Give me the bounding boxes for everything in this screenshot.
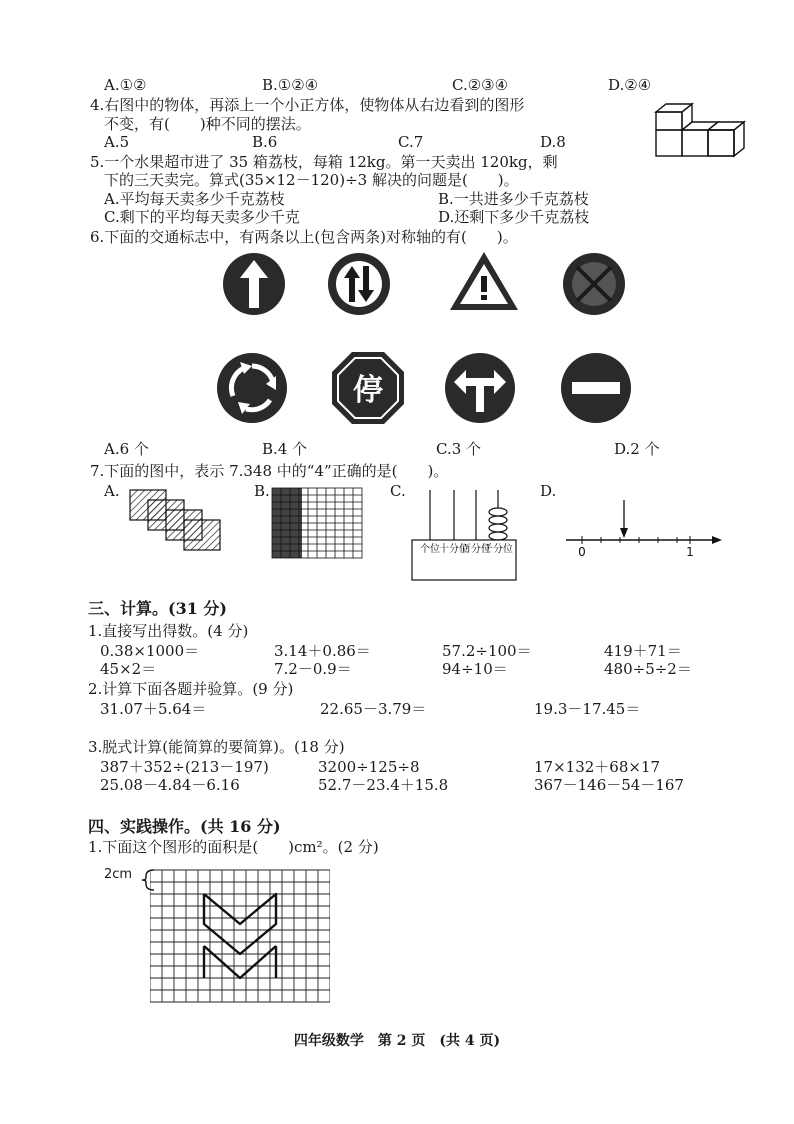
- q7-figure-b-hundred-grid: [270, 486, 366, 562]
- q5-option-d: D.还剩下多少千克荔枝: [438, 208, 590, 226]
- calc-row5-1: 25.08－4.84－6.16: [100, 776, 240, 794]
- q7-figure-a-hatched-squares: [120, 486, 230, 560]
- calc-row2-4: 480÷5÷2＝: [604, 660, 692, 678]
- calc-row1-2: 3.14＋0.86＝: [274, 642, 371, 660]
- sign-straight-arrow-icon: [222, 252, 286, 316]
- calc-row1-4: 419＋71＝: [604, 642, 682, 660]
- section4-sub1: 1.下面这个图形的面积是( )cm²。(2 分): [88, 838, 379, 856]
- calc-row1-3: 57.2÷100＝: [442, 642, 532, 660]
- q4-text-line2: 不变，有( )种不同的摆法。: [104, 115, 311, 133]
- q4-text-line1: 4.右图中的物体，再添上一个小正方体，使物体从右边看到的图形: [90, 96, 525, 114]
- q7-text-line1: 7.下面的图中，表示 7.348 中的“4”正确的是( )。: [90, 462, 449, 480]
- calc-row2-1: 45×2＝: [100, 660, 157, 678]
- q4-option-a: A.5: [104, 133, 130, 151]
- sign-roundabout-icon: [216, 352, 288, 424]
- q6-option-c: C.3 个: [436, 440, 482, 458]
- q5-option-c: C.剩下的平均每天卖多少千克: [104, 208, 300, 226]
- area-grid-figure: [150, 868, 330, 1004]
- q7-label-c: C.: [390, 482, 406, 500]
- q5-option-b: B.一共进多少千克荔枝: [438, 190, 589, 208]
- section3-sub2: 2.计算下面各题并验算。(9 分): [88, 680, 294, 698]
- q6-text-line1: 6.下面的交通标志中，有两条以上(包含两条)对称轴的有( )。: [90, 228, 518, 246]
- calc-row2-2: 7.2－0.9＝: [274, 660, 352, 678]
- abacus-label-ones: 个位: [420, 544, 440, 555]
- section4-title: 四、实践操作。(共 16 分): [88, 817, 281, 836]
- calc-row3-1: 31.07＋5.64＝: [100, 700, 207, 718]
- calc-row3-2: 22.65－3.79＝: [320, 700, 427, 718]
- sign-stop-octagon-icon: [330, 350, 406, 426]
- page-footer: 四年级数学 第 2 页 (共 4 页): [293, 1033, 501, 1049]
- calc-row5-2: 52.7－23.4＋15.8: [318, 776, 449, 794]
- q7-figure-d-number-line: [562, 496, 728, 556]
- q3-option-b: B.①②④: [262, 76, 319, 94]
- q3-option-c: C.②③④: [452, 76, 509, 94]
- q4-option-c: C.7: [398, 133, 424, 151]
- q7-label-a: A.: [104, 482, 120, 500]
- q5-option-a: A.平均每天卖多少千克荔枝: [104, 190, 285, 208]
- calc-row4-3: 17×132＋68×17: [534, 758, 661, 776]
- calc-row4-2: 3200÷125÷8: [318, 758, 420, 776]
- q5-text-line1: 5.一个水果超市进了 35 箱荔枝，每箱 12kg。第一天卖出 120kg，剩: [90, 153, 558, 171]
- q3-option-d: D.②④: [608, 76, 652, 94]
- q7-label-b: B.: [254, 482, 270, 500]
- q7-figure-c-abacus: [410, 484, 520, 584]
- q4-option-b: B.6: [252, 133, 278, 151]
- grid-unit-label: 2cm: [104, 867, 133, 882]
- abacus-label-hundredths: 百分位: [461, 544, 491, 555]
- q5-text-line2: 下的三天卖完。算式(35×12－120)÷3 解决的问题是( )。: [104, 171, 519, 189]
- calc-row1-1: 0.38×1000＝: [100, 642, 200, 660]
- q6-option-b: B.4 个: [262, 440, 308, 458]
- section3-sub3: 3.脱式计算(能简算的要简算)。(18 分): [88, 738, 345, 756]
- sign-two-way-arrow-icon: [327, 252, 391, 316]
- sign-warning-triangle-icon: [448, 250, 520, 314]
- q4-option-d: D.8: [540, 133, 566, 151]
- q3-option-a: A.①②: [104, 76, 147, 94]
- sign-left-right-turn-icon: [444, 352, 516, 424]
- abacus-label-tenths: 十分位: [439, 544, 469, 555]
- q7-label-d: D.: [540, 482, 557, 500]
- q6-option-a: A.6 个: [104, 440, 149, 458]
- cube-figure: [652, 100, 748, 160]
- number-line-start: 0: [578, 545, 586, 556]
- sign-no-stopping-icon: [562, 252, 626, 316]
- q6-option-d: D.2 个: [614, 440, 660, 458]
- section3-title: 三、计算。(31 分): [88, 599, 227, 618]
- number-line-end: 1: [686, 545, 694, 556]
- abacus-label-thousandths: 千分位: [483, 544, 513, 555]
- section3-sub1: 1.直接写出得数。(4 分): [88, 622, 249, 640]
- calc-row2-3: 94÷10＝: [442, 660, 508, 678]
- calc-row3-3: 19.3－17.45＝: [534, 700, 641, 718]
- calc-row4-1: 387＋352÷(213－197): [100, 758, 269, 776]
- sign-no-entry-icon: [560, 352, 632, 424]
- calc-row5-3: 367－146－54－167: [534, 776, 684, 794]
- stop-sign-text: 停: [353, 373, 383, 408]
